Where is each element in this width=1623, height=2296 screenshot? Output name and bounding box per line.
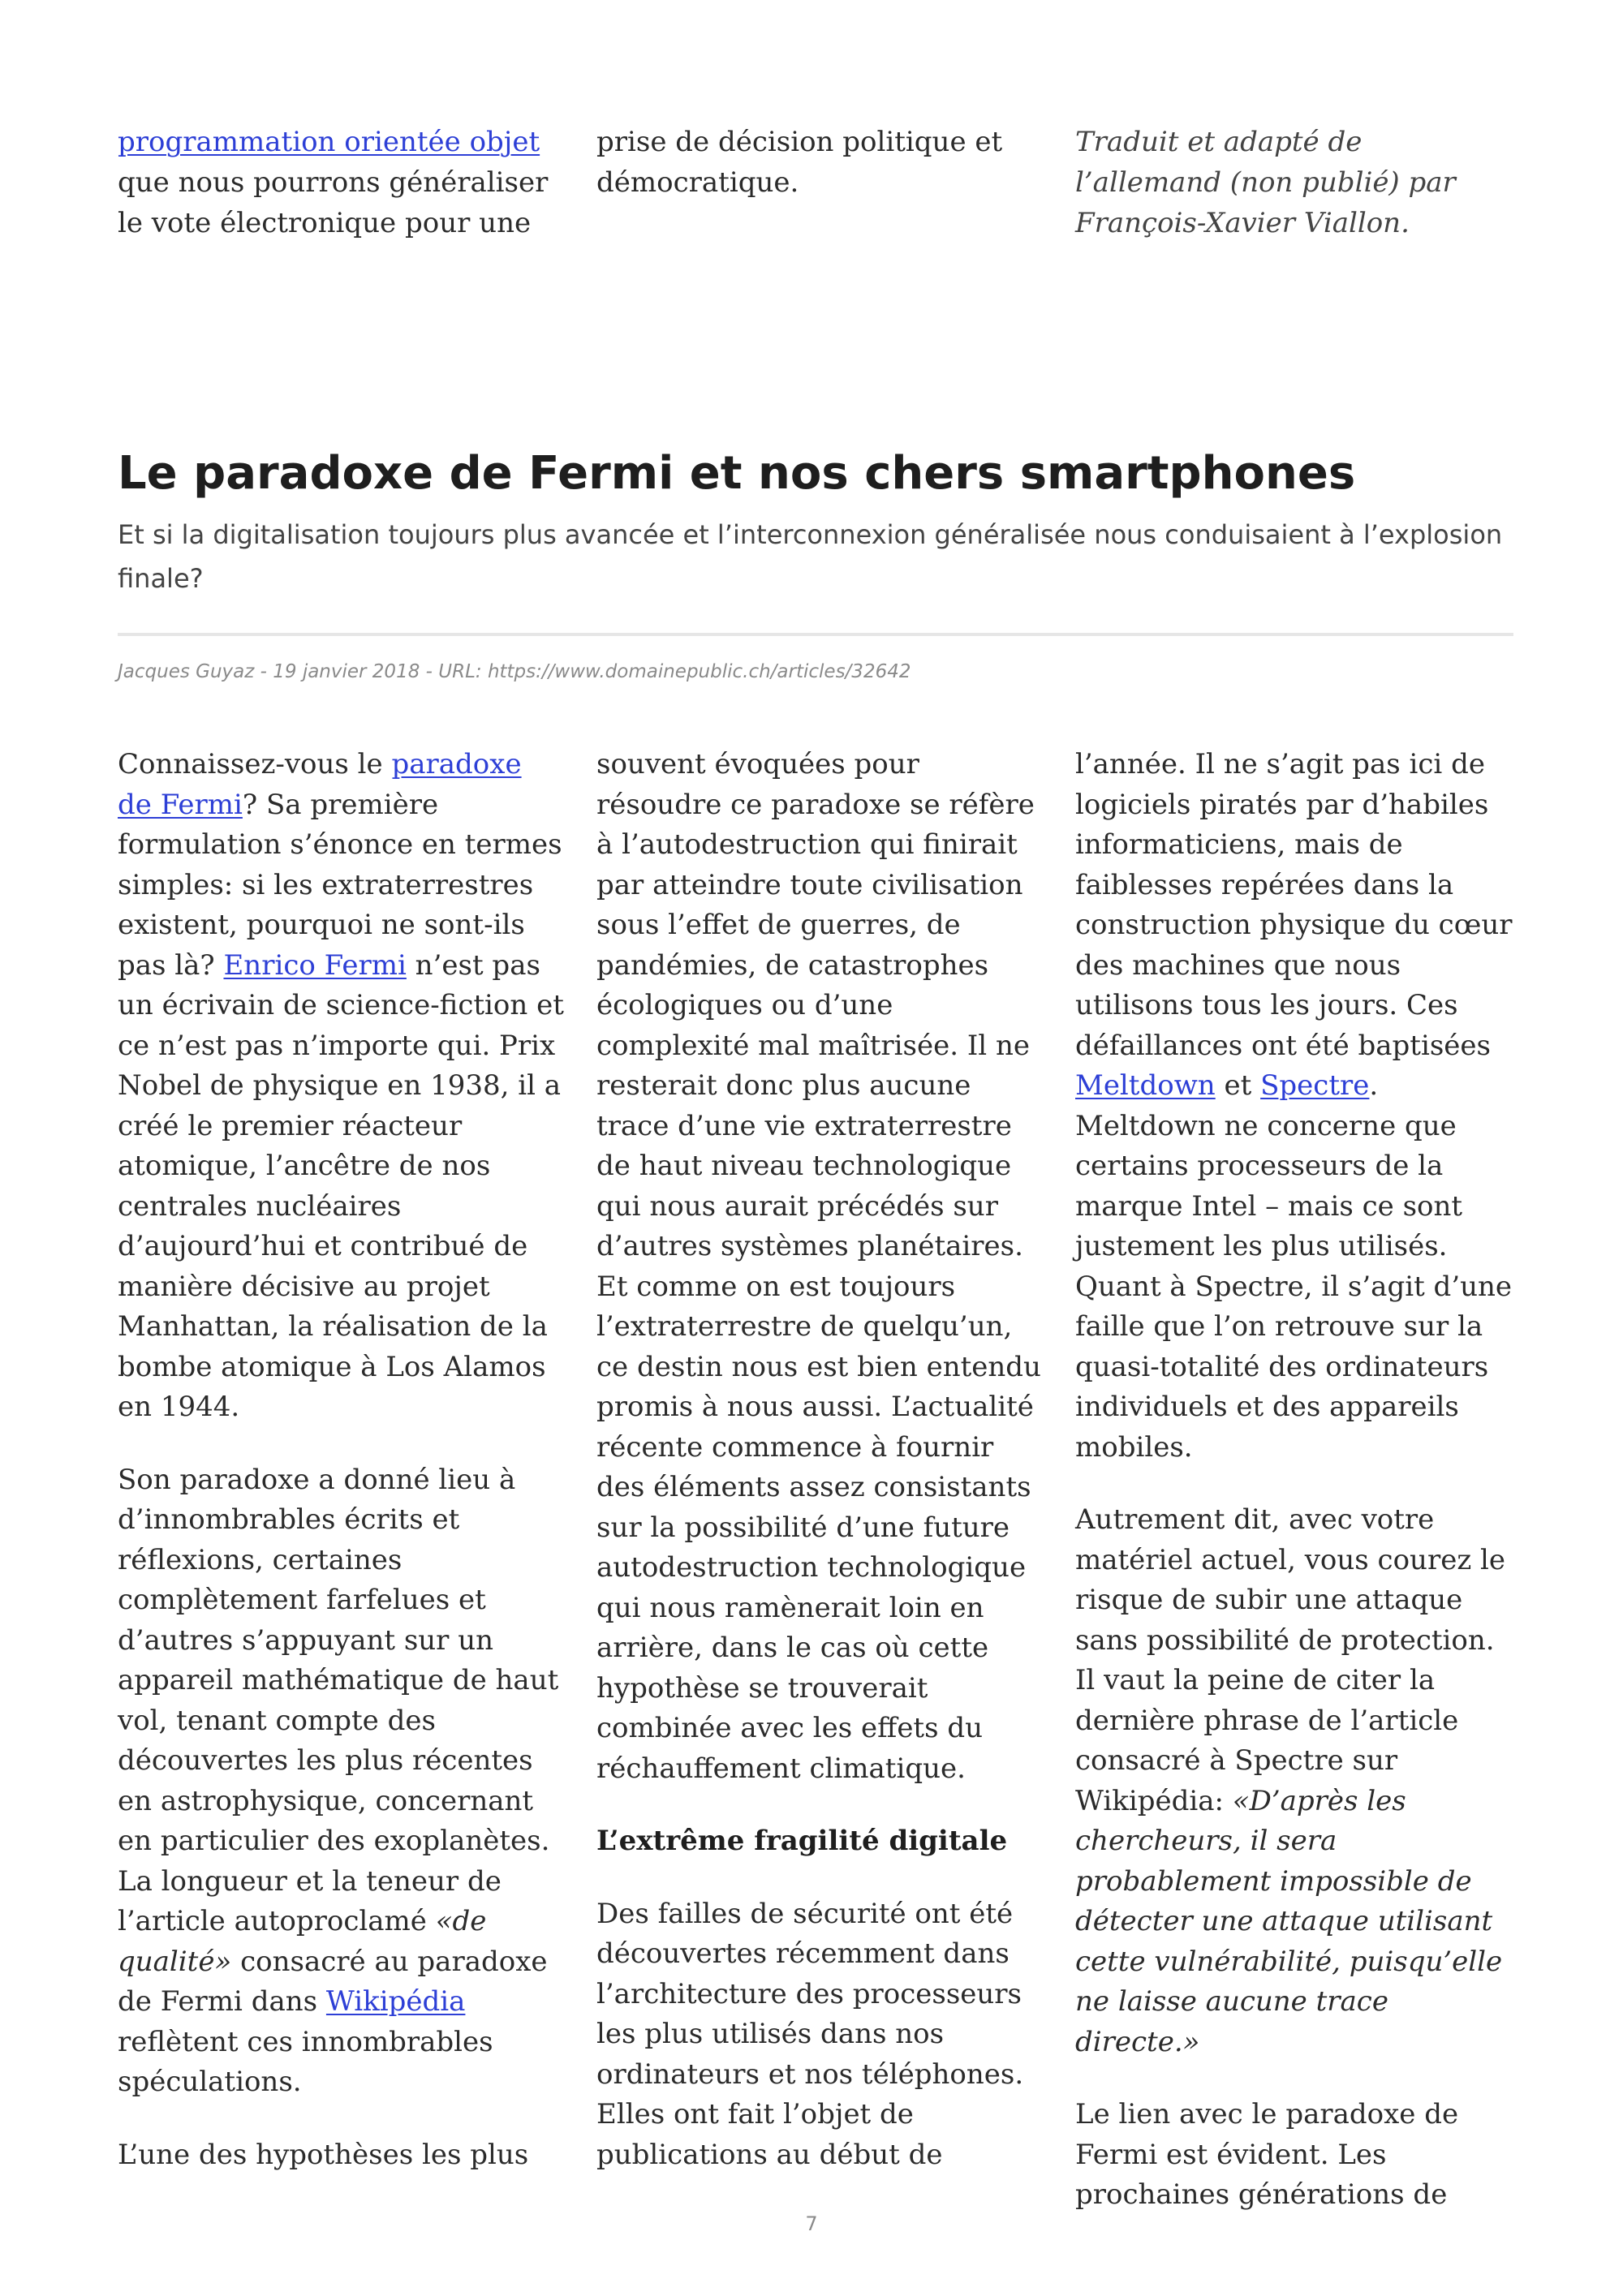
- text-run: Son paradoxe a donné lieu à d’innombrables écrits et réflexions, certaines complètement farfelues et d’autres s’appuyant sur un appareil mathématique de haut vol, tenant compte des découvertes les plus récentes en astrophysique, concernant en particulier des exoplanètes. La longueur et la teneur de l’article autoproclamé: [118, 1463, 559, 1937]
- text-run: Le lien avec le paradoxe de Fermi est évident. Les prochaines générations de: [1075, 2098, 1459, 2211]
- text-run: et: [1215, 1069, 1261, 1102]
- page-number: 7: [805, 2212, 818, 2235]
- text-run: Connaissez-vous le: [118, 748, 392, 780]
- article-column-3: [1075, 745, 1522, 2248]
- text-run: Des failles de sécurité ont été découvertes récemment dans l’architecture des processeurs les plus utilisés dans nos ordinateurs et nos téléphones. Elles ont fait l’objet de publications au début de: [596, 1897, 1024, 2171]
- header-divider: [118, 633, 1513, 636]
- quote-emphasis: «de qualité»: [118, 1905, 487, 1978]
- link-spectre[interactable]: Spectre: [1260, 1069, 1370, 1102]
- text-run: l’année. Il ne s’agit pas ici de logiciels piratés par d’habiles informaticiens, mais de faiblesses repérées dans la construction physique du cœur des machines que nous utilisons tous les jours. Ces défaillances ont été baptisées: [1075, 748, 1513, 1062]
- text-run: . Meltdown ne concerne que certains processeurs de la marque Intel – mais ce sont justement les plus utilisés. Quant à Spectre, il s’agit d’une faille que l’on retrouve sur la quasi-totalité des ordinateurs individuels et des appareils mobiles.: [1075, 1069, 1513, 1464]
- paragraph: [118, 2135, 564, 2176]
- section-heading: L’extrême fragilité digitale: [596, 1825, 1008, 1857]
- paragraph: [1075, 1500, 1522, 2062]
- paragraph: [118, 1460, 564, 2103]
- prev-article-column-2: [596, 122, 1035, 203]
- link-programmation-orientee-objet[interactable]: programmation orientée objet: [118, 126, 540, 158]
- article-column-2: [596, 745, 1043, 2208]
- prev-article-translator-note: [1075, 122, 1513, 243]
- link-enrico-fermi[interactable]: Enrico Fermi: [223, 948, 407, 982]
- article-title: Le paradoxe de Fermi et nos chers smartphones: [118, 447, 1356, 500]
- text-run: n’est pas un écrivain de science-fiction et ce n’est pas n’importe qui. Prix Nobel de physique en 1938, il a créé le premier réacteur atomique, l’ancêtre de nos centrales nucléaires d’aujourd’hui et contribué de manière décisive au projet Manhattan, la réalisation de la bombe atomique à Los Alamos en 1944.: [118, 948, 564, 1423]
- text-run: consacré au paradoxe de Fermi dans: [118, 1945, 548, 2018]
- quote-emphasis: «D’après les chercheurs, il sera probablement impossible de détecter une attaque utilisant cette vulnérabilité, puisqu’elle ne laisse aucune trace directe.»: [1075, 1784, 1503, 2058]
- link-wikipedia[interactable]: Wikipédia: [325, 1985, 466, 2018]
- text-run: souvent évoquées pour résoudre ce paradoxe se réfère à l’autodestruction qui finirait par atteindre toute civilisation sous l’effet de guerres, de pandémies, de catastrophes écologiques ou d’une complexité mal maîtrisée. Il ne resterait donc plus aucune trace d’une vie extraterrestre de haut niveau technologique qui nous aurait précédés sur d’autres systèmes planétaires. Et comme on est toujours l’extraterrestre de quelqu’un, ce destin nous est bien entendu promis à nous aussi. L’actualité récente commence à fournir des éléments assez consistants sur la possibilité d’une future autodestruction technologique qui nous ramènerait loin en arrière, dans le cas où cette hypothèse se trouverait combinée avec les effets du réchauffement climatique.: [596, 748, 1041, 1785]
- paragraph: [118, 745, 564, 1428]
- translator-note-text: Traduit et adapté de l’allemand (non publié) par François-Xavier Viallon.: [1075, 126, 1456, 239]
- text-run: Autrement dit, avec votre matériel actuel, vous courez le risque de subir une attaque sans possibilité de protection. Il vaut la peine de citer la dernière phrase de l’article consacré à Spectre sur Wikipédia:: [1075, 1503, 1506, 1817]
- prev-col2-text: prise de décision politique et démocratique.: [596, 126, 1003, 199]
- prev-col1-text: que nous pourrons généraliser le vote électronique pour une: [118, 166, 549, 239]
- article-subtitle: Et si la digitalisation toujours plus avancée et l’interconnexion généralisée nous conduisaient à l’explosion finale?: [118, 519, 1503, 594]
- paragraph: [596, 745, 1043, 1789]
- article-column-1: [118, 745, 564, 2208]
- paragraph: [596, 1894, 1043, 2176]
- text-run: reflètent ces innombrables spéculations.: [118, 2025, 493, 2098]
- text-run: L’une des hypothèses les plus: [118, 2138, 529, 2171]
- paragraph: [1075, 745, 1522, 1468]
- link-meltdown[interactable]: Meltdown: [1075, 1069, 1216, 1102]
- text-run: ? Sa première formulation s’énonce en termes simples: si les extraterrestres existent, pourquoi ne sont-ils pas là?: [118, 788, 562, 982]
- article-meta: Jacques Guyaz - 19 janvier 2018 - URL: https://www.domainepublic.ch/articles/32642: [118, 661, 911, 682]
- prev-article-column-1: [118, 122, 556, 243]
- paragraph: [1075, 2095, 1522, 2216]
- link-paradoxe-de-fermi[interactable]: paradoxe de Fermi: [118, 748, 522, 821]
